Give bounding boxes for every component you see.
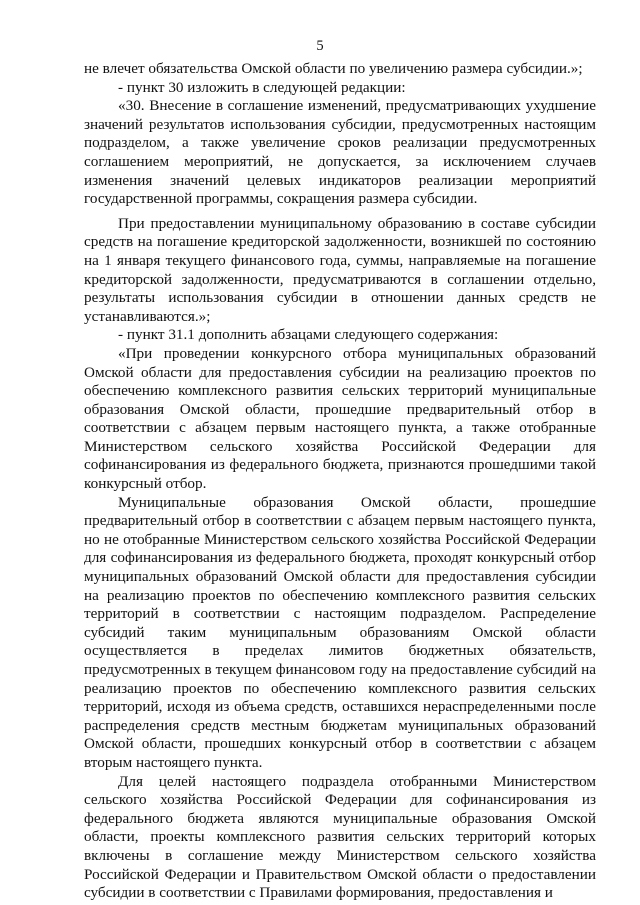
paragraph-municipalities: Муниципальные образования Омской области, прошедшие предварительный отбор в соответствии с абзацем первым настоящего пункта, но не отобранные Министерством сельского хозяйства Российской Федерации для софинансирования из федерального бюджета, проходят конкурсный отбор муниципальных образований Омской области для предоставления субсидии на реализацию проектов по обеспечению комплексного развития сельских территорий в соответствии с настоящим подразделом. Распределение субсидий таким муниципальным образованиям Омской области осуществляется в пределах лимитов бюджетных обязательств, предусмотренных в текущем финансовом году на предоставление субсидий на реализацию проектов по обеспечению комплексного развития сельских территорий, исходя из объема средств, оставшихся нераспределенными после распределения средств местным бюджетам муниципальных образований Омской области, прошедших конкурсный отбор в соответствии с абзацем вторым настоящего пункта. xyxy=(84,493,596,771)
paragraph-item-31-1-header: - пункт 31.1 дополнить абзацами следующего содержания: xyxy=(118,326,499,344)
paragraph-creditor-debt: При предоставлении муниципальному образованию в составе субсидии средств на погашение кредиторской задолженности, возникшей по состоянию на 1 января текущего финансового года, суммы, направляемые на погашение кредиторской задолженности, предусматриваются в соглашении отдельно, результаты использования субсидии в отношении данных средств не устанавливаются.»; xyxy=(84,214,596,325)
paragraph-continuation: не влечет обязательства Омской области по увеличению размера субсидии.»; xyxy=(84,60,583,77)
document-body xyxy=(84,60,596,903)
paragraph-item-30-text: «30. Внесение в соглашение изменений, предусматривающих ухудшение значений результатов использования субсидии, предусмотренных настоящим подразделом, а также увеличение сроков реализации предусмотренных соглашением мероприятий, не допускается, за исключением случаев изменения значений целевых индикаторов реализации мероприятий государственной программы, сокращения размера субсидии. xyxy=(84,97,596,208)
page-number: 5 xyxy=(316,38,324,54)
paragraph-item-30-header: - пункт 30 изложить в следующей редакции: xyxy=(118,78,406,96)
paragraph-purposes: Для целей настоящего подраздела отобранными Министерством сельского хозяйства Российской Федерации для софинансирования из федерального бюджета являются муниципальные образования Омской области, проекты комплексного развития сельских территорий которых включены в соглашение между Министерством сельского хозяйства Российской Федерации и Правительством Омской области о предоставлении субсидии в соответствии с Правилами формирования, предоставления и xyxy=(84,772,596,902)
paragraph-competitive-selection: «При проведении конкурсного отбора муниципальных образований Омской области для предоставления субсидии на реализацию проектов по обеспечению комплексного развития сельских территорий муниципальные образования Омской области, прошедшие предварительный отбор в соответствии с абзацем первым настоящего пункта, а также отобранные Министерством сельского хозяйства Российской Федерации для софинансирования из федерального бюджета, признаются прошедшими такой конкурсный отбор. xyxy=(84,344,596,493)
